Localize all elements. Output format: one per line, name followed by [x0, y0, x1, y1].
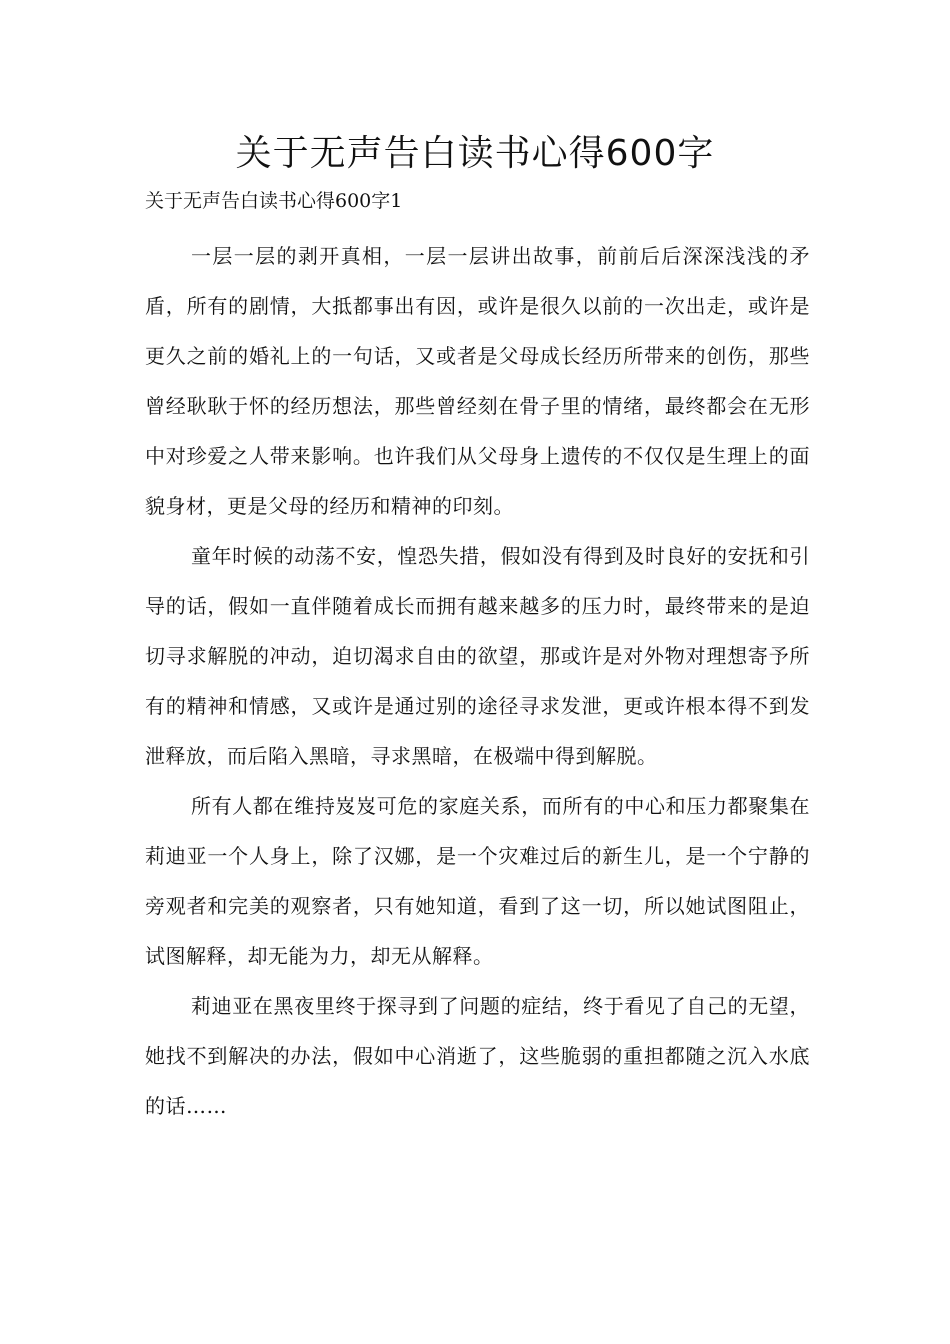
paragraph-2: 童年时候的动荡不安，惶恐失措，假如没有得到及时良好的安抚和引导的话，假如一直伴随着成长而拥有越来越多的压力时，最终带来的是迫切寻求解脱的冲动，迫切渴求自由的欲望，那或许是对外物对理想寄予所有的精神和情感，又或许是通过别的途径寻求发泄，更或许根本得不到发泄释放，而后陷入黑暗，寻求黑暗，在极端中得到解脱。	[145, 544, 810, 768]
document-body	[145, 231, 810, 1131]
paragraph-4: 莉迪亚在黑夜里终于探寻到了问题的症结，终于看见了自己的无望，她找不到解决的办法，假如中心消逝了，这些脆弱的重担都随之沉入水底的话……	[145, 994, 810, 1118]
section-heading: 关于无声告白读书心得600字1	[145, 190, 403, 212]
paragraph-3: 所有人都在维持岌岌可危的家庭关系，而所有的中心和压力都聚集在莉迪亚一个人身上，除了汉娜，是一个灾难过后的新生儿，是一个宁静的旁观者和完美的观察者，只有她知道，看到了这一切，所以她试图阻止，试图解释，却无能为力，却无从解释。	[145, 794, 810, 968]
page-title: 关于无声告白读书心得600字	[235, 133, 715, 174]
paragraph-1: 一层一层的剥开真相，一层一层讲出故事，前前后后深深浅浅的矛盾，所有的剧情，大抵都事出有因，或许是很久以前的一次出走，或许是更久之前的婚礼上的一句话，又或者是父母成长经历所带来的创伤，那些曾经耿耿于怀的经历想法，那些曾经刻在骨子里的情绪，最终都会在无形中对珍爱之人带来影响。也许我们从父母身上遗传的不仅仅是生理上的面貌身材，更是父母的经历和精神的印刻。	[145, 244, 810, 518]
